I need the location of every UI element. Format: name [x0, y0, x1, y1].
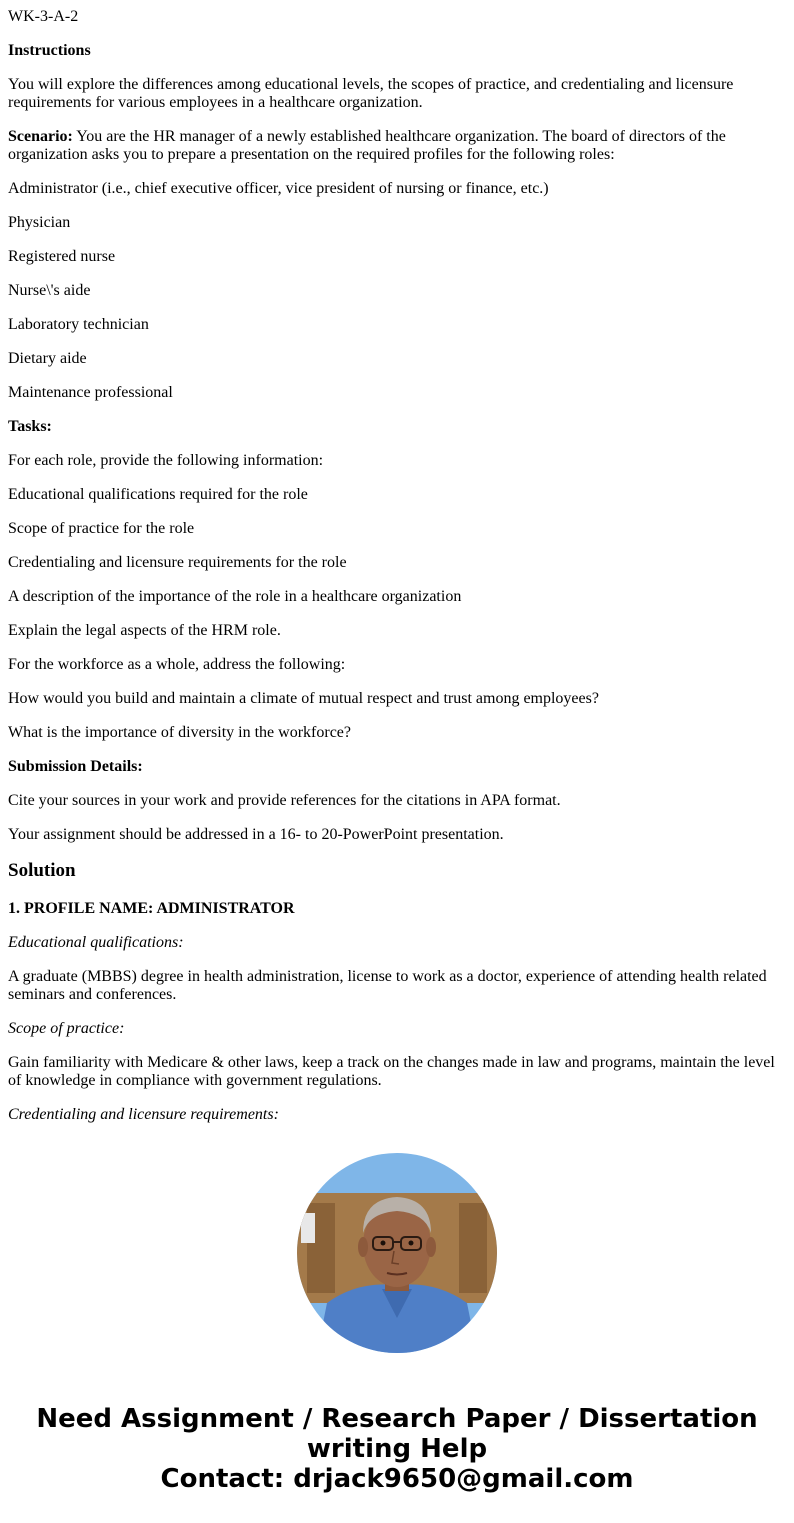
submission-item: Cite your sources in your work and provide references for the citations in APA format.: [8, 792, 561, 809]
cred-label-wrap: [8, 1106, 786, 1124]
task-item: Educational qualifications required for the role: [8, 486, 308, 503]
role-item: Dietary aide: [8, 350, 87, 367]
profile-title: 1. PROFILE NAME: ADMINISTRATOR: [8, 900, 295, 917]
role-item: Maintenance professional: [8, 384, 173, 401]
scope-text: Gain familiarity with Medicare & other laws, keep a track on the changes made in law and programs, maintain the level of knowledge in compliance with government regulations.: [8, 1054, 775, 1089]
scenario-label: Scenario:: [8, 128, 73, 145]
workforce-intro: For the workforce as a whole, address the following:: [8, 656, 346, 673]
intro-paragraph: You will explore the differences among educational levels, the scopes of practice, and credentialing and licensure requirements for various employees in a healthcare organization.: [8, 76, 734, 111]
promo-banner: [0, 1404, 794, 1494]
task-item: Explain the legal aspects of the HRM role.: [8, 622, 281, 639]
submission-item: Your assignment should be addressed in a 16- to 20-PowerPoint presentation.: [8, 826, 504, 843]
tasks-intro: For each role, provide the following information:: [8, 452, 324, 469]
role-item: Registered nurse: [8, 248, 116, 265]
cred-label: Credentialing and licensure requirements:: [8, 1106, 279, 1123]
edu-label: Educational qualifications:: [8, 934, 184, 951]
author-portrait-image: [297, 1153, 497, 1353]
edu-label-wrap: [8, 934, 786, 952]
role-item: Laboratory technician: [8, 316, 149, 333]
scope-label: Scope of practice:: [8, 1020, 125, 1037]
scenario-text: You are the HR manager of a newly established healthcare organization. The board of directors of the organization asks you to prepare a presentation on the required profiles for the following roles:: [8, 128, 726, 163]
tasks-heading-wrap: [8, 418, 786, 436]
submission-heading-wrap: [8, 758, 786, 776]
solution-heading: Solution: [8, 860, 76, 881]
instructions-heading-wrap: [8, 42, 786, 60]
task-item: Scope of practice for the role: [8, 520, 195, 537]
instructions-heading: Instructions: [8, 42, 91, 59]
profile-title-wrap: [8, 900, 786, 918]
document-code: WK-3-A-2: [8, 8, 79, 25]
task-item: A description of the importance of the role in a healthcare organization: [8, 588, 462, 605]
promo-line: Need Assignment / Research Paper / Dissertation: [36, 1404, 758, 1434]
scenario-paragraph: [8, 128, 786, 164]
tasks-heading: Tasks:: [8, 418, 52, 435]
role-item: Administrator (i.e., chief executive officer, vice president of nursing or finance, etc.): [8, 180, 549, 197]
workforce-item: How would you build and maintain a climate of mutual respect and trust among employees?: [8, 690, 599, 707]
promo-contact: Contact: drjack9650@gmail.com: [160, 1464, 634, 1494]
role-item: Nurse\'s aide: [8, 282, 91, 299]
scope-label-wrap: [8, 1020, 786, 1038]
submission-heading: Submission Details:: [8, 758, 143, 775]
task-item: Credentialing and licensure requirements for the role: [8, 554, 347, 571]
author-avatar: [297, 1153, 497, 1353]
role-item: Physician: [8, 214, 71, 231]
promo-line: writing Help: [306, 1434, 488, 1464]
edu-text: A graduate (MBBS) degree in health administration, license to work as a doctor, experience of attending health related seminars and conferences.: [8, 968, 767, 1003]
workforce-item: What is the importance of diversity in the workforce?: [8, 724, 351, 741]
